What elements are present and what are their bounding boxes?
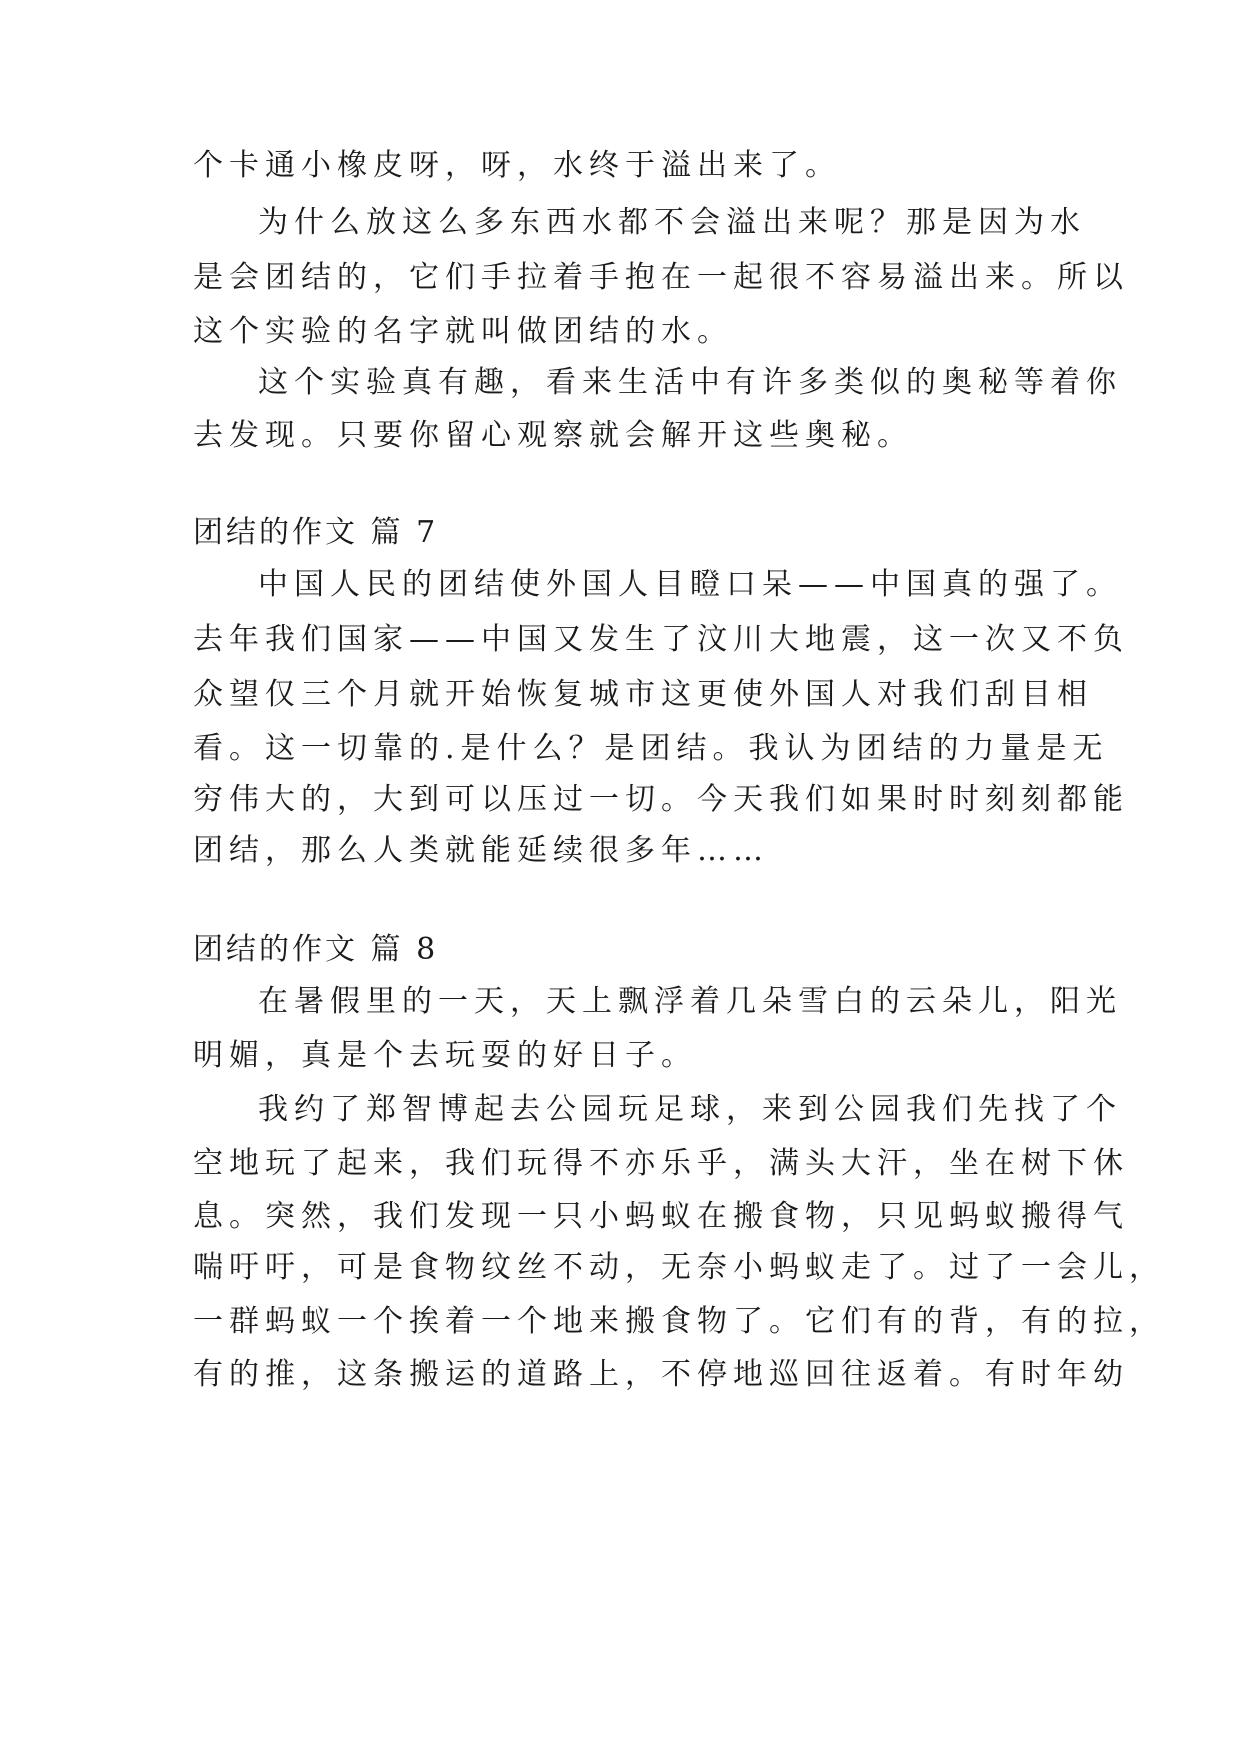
text-line: 这个实验的名字就叫做团结的水。 [193,314,733,349]
text-line: 息。突然，我们发现一只小蚂蚁在搬食物，只见蚂蚁搬得气 [193,1199,1129,1234]
text-line: 穷伟大的，大到可以压过一切。今天我们如果时时刻刻都能 [193,782,1129,817]
text-line: 明媚，真是个去玩耍的好日子。 [193,1038,697,1073]
text-line: 众望仅三个月就开始恢复城市这更使外国人对我们刮目相 [193,677,1093,712]
paragraph-first-line: 为什么放这么多东西水都不会溢出来呢？那是因为水 [258,205,1086,240]
paragraph-first-line: 这个实验真有趣，看来生活中有许多类似的奥秘等着你 [258,365,1122,400]
text-line: 看。这一切靠的.是什么？是团结。我认为团结的力量是无 [193,731,1109,766]
text-line: 去年我们国家——中国又发生了汶川大地震，这一次又不负 [193,622,1129,657]
text-line: 个卡通小橡皮呀，呀，水终于溢出来了。 [193,148,841,183]
text-line: 喘吁吁，可是食物纹丝不动，无奈小蚂蚁走了。过了一会儿， [193,1250,1165,1285]
text-line: 团结，那么人类就能延续很多年…… [193,833,769,868]
text-line: 去发现。只要你留心观察就会解开这些奥秘。 [193,418,913,453]
paragraph-first-line: 在暑假里的一天，天上飘浮着几朵雪白的云朵儿，阳光 [258,984,1122,1019]
paragraph-first-line: 我约了郑智博起去公园玩足球，来到公园我们先找了个 [258,1092,1122,1127]
paragraph-first-line: 中国人民的团结使外国人目瞪口呆——中国真的强了。 [258,567,1122,602]
section-heading: 团结的作文 篇 7 [193,515,439,550]
text-line: 一群蚂蚁一个挨着一个地来搬食物了。它们有的背，有的拉， [193,1304,1165,1339]
text-line: 有的推，这条搬运的道路上，不停地巡回往返着。有时年幼 [193,1357,1129,1392]
text-line: 空地玩了起来，我们玩得不亦乐乎，满头大汗，坐在树下休 [193,1146,1129,1181]
text-line: 是会团结的，它们手拉着手抱在一起很不容易溢出来。所以 [193,260,1129,295]
section-heading: 团结的作文 篇 8 [193,932,439,967]
